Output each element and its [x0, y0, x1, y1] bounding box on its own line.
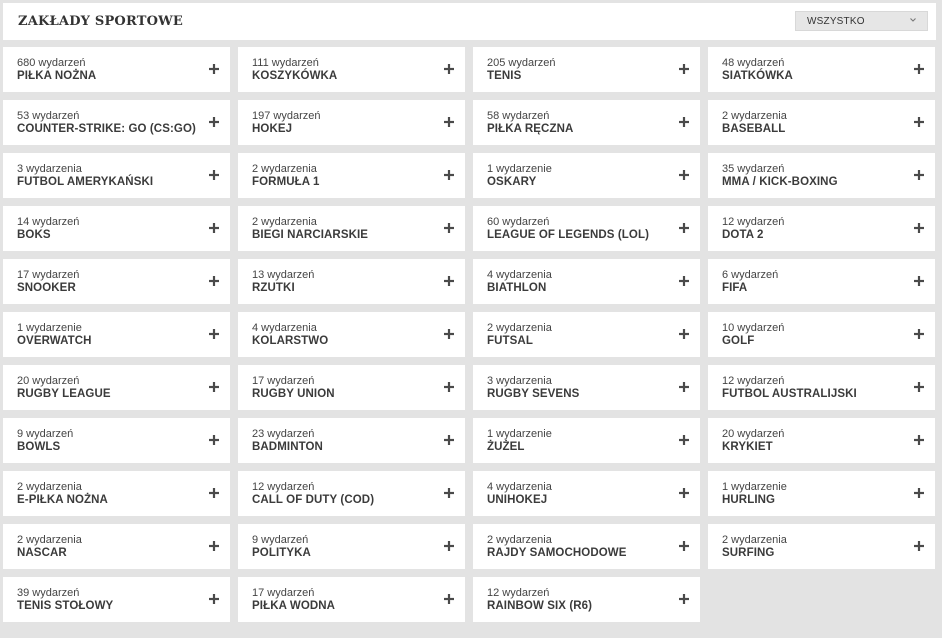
sport-name: TENIS STOŁOWY [17, 600, 114, 612]
plus-icon[interactable] [914, 170, 924, 180]
sport-card[interactable] [238, 206, 465, 251]
sport-event-count: 12 wydarzeń [722, 375, 785, 387]
sport-event-count: 1 wydarzenie [17, 322, 82, 334]
sport-card[interactable] [473, 312, 700, 357]
sport-event-count: 680 wydarzeń [17, 57, 86, 69]
plus-icon[interactable] [679, 382, 689, 392]
sport-card[interactable] [3, 312, 230, 357]
sport-event-count: 53 wydarzeń [17, 110, 80, 122]
sport-event-count: 14 wydarzeń [17, 216, 80, 228]
sport-card[interactable] [238, 418, 465, 463]
sport-name: PIŁKA WODNA [252, 600, 336, 612]
sport-card[interactable] [708, 100, 935, 145]
sport-name: BOKS [17, 229, 51, 241]
plus-icon[interactable] [444, 488, 454, 498]
sport-name: BASEBALL [722, 123, 786, 135]
sport-name: UNIHOKEJ [487, 494, 548, 506]
plus-icon[interactable] [679, 117, 689, 127]
sport-name: FUTBOL AUSTRALIJSKI [722, 388, 857, 400]
sport-name: FORMUŁA 1 [252, 176, 320, 188]
sport-card[interactable] [238, 365, 465, 410]
plus-icon[interactable] [679, 488, 689, 498]
sport-event-count: 12 wydarzeń [487, 587, 550, 599]
plus-icon[interactable] [679, 541, 689, 551]
sport-name: FUTSAL [487, 335, 533, 347]
sport-card[interactable] [3, 206, 230, 251]
sport-name: GOLF [722, 335, 755, 347]
sport-name: BOWLS [17, 441, 61, 453]
sport-name: CALL OF DUTY (COD) [252, 494, 375, 506]
plus-icon[interactable] [209, 382, 219, 392]
sport-name: NASCAR [17, 547, 67, 559]
sport-card[interactable] [238, 471, 465, 516]
sport-card[interactable] [473, 206, 700, 251]
sport-card[interactable] [708, 312, 935, 357]
filter-dropdown[interactable] [795, 11, 928, 31]
sport-event-count: 1 wydarzenie [722, 481, 787, 493]
sport-card[interactable] [708, 471, 935, 516]
sport-name: RAJDY SAMOCHODOWE [487, 547, 627, 559]
plus-icon[interactable] [444, 223, 454, 233]
sport-name: HURLING [722, 494, 776, 506]
sport-card[interactable] [473, 153, 700, 198]
sport-event-count: 12 wydarzeń [252, 481, 315, 493]
plus-icon[interactable] [679, 223, 689, 233]
sport-event-count: 2 wydarzenia [722, 110, 787, 122]
sport-card[interactable] [3, 365, 230, 410]
plus-icon[interactable] [444, 435, 454, 445]
plus-icon[interactable] [914, 64, 924, 74]
sport-event-count: 13 wydarzeń [252, 269, 315, 281]
sport-card[interactable] [708, 259, 935, 304]
sport-event-count: 4 wydarzenia [487, 481, 552, 493]
sport-event-count: 10 wydarzeń [722, 322, 785, 334]
sport-card[interactable] [3, 471, 230, 516]
sport-event-count: 17 wydarzeń [17, 269, 80, 281]
sport-name: BADMINTON [252, 441, 323, 453]
sport-name: KOLARSTWO [252, 335, 329, 347]
sport-event-count: 3 wydarzenia [487, 375, 552, 387]
sport-card[interactable] [708, 524, 935, 569]
sport-event-count: 2 wydarzenia [252, 216, 317, 228]
sport-card[interactable] [3, 577, 230, 622]
sport-card[interactable] [473, 577, 700, 622]
sport-event-count: 1 wydarzenie [487, 163, 552, 175]
sport-event-count: 9 wydarzeń [17, 428, 74, 440]
filter-selected-value: WSZYSTKO [807, 16, 865, 27]
sport-name: SIATKÓWKA [722, 70, 793, 82]
sport-card[interactable] [708, 47, 935, 92]
plus-icon[interactable] [209, 64, 219, 74]
plus-icon[interactable] [914, 223, 924, 233]
sport-event-count: 2 wydarzenia [17, 534, 82, 546]
sport-name: BIEGI NARCIARSKIE [252, 229, 369, 241]
sport-name: BIATHLON [487, 282, 547, 294]
plus-icon[interactable] [914, 276, 924, 286]
plus-icon[interactable] [914, 541, 924, 551]
sport-event-count: 35 wydarzeń [722, 163, 785, 175]
sport-event-count: 197 wydarzeń [252, 110, 321, 122]
plus-icon[interactable] [914, 488, 924, 498]
plus-icon[interactable] [679, 276, 689, 286]
sport-card[interactable] [238, 100, 465, 145]
plus-icon[interactable] [679, 329, 689, 339]
sport-event-count: 2 wydarzenia [487, 322, 552, 334]
sport-name: POLITYKA [252, 547, 311, 559]
sport-name: OSKARY [487, 176, 537, 188]
sport-card[interactable] [238, 153, 465, 198]
plus-icon[interactable] [444, 329, 454, 339]
sport-event-count: 20 wydarzeń [17, 375, 80, 387]
sport-event-count: 111 wydarzeń [252, 57, 319, 69]
sport-name: ŻUŻEL [487, 441, 525, 453]
sport-card[interactable] [238, 312, 465, 357]
plus-icon[interactable] [444, 170, 454, 180]
sport-name: RZUTKI [252, 282, 295, 294]
plus-icon[interactable] [444, 64, 454, 74]
sport-event-count: 48 wydarzeń [722, 57, 785, 69]
chevron-down-icon [908, 15, 918, 25]
sport-event-count: 4 wydarzenia [487, 269, 552, 281]
sport-card[interactable] [708, 153, 935, 198]
sport-event-count: 17 wydarzeń [252, 587, 315, 599]
sport-name: TENIS [487, 70, 522, 82]
plus-icon[interactable] [444, 541, 454, 551]
plus-icon[interactable] [209, 435, 219, 445]
plus-icon[interactable] [209, 117, 219, 127]
plus-icon[interactable] [679, 435, 689, 445]
sport-card[interactable] [238, 577, 465, 622]
sport-card[interactable] [473, 524, 700, 569]
sport-event-count: 20 wydarzeń [722, 428, 785, 440]
sport-name: SNOOKER [17, 282, 76, 294]
sport-card[interactable] [708, 206, 935, 251]
sport-event-count: 60 wydarzeń [487, 216, 550, 228]
sport-name: PIŁKA NOŻNA [17, 70, 97, 82]
sport-name: SURFING [722, 547, 775, 559]
sport-event-count: 1 wydarzenie [487, 428, 552, 440]
sport-card[interactable] [3, 153, 230, 198]
sport-event-count: 9 wydarzeń [252, 534, 309, 546]
sport-name: KOSZYKÓWKA [252, 70, 338, 82]
sport-name: RUGBY UNION [252, 388, 335, 400]
sport-event-count: 3 wydarzenia [17, 163, 82, 175]
plus-icon[interactable] [444, 117, 454, 127]
sport-event-count: 4 wydarzenia [252, 322, 317, 334]
plus-icon[interactable] [444, 276, 454, 286]
sport-event-count: 17 wydarzeń [252, 375, 315, 387]
sport-card[interactable] [238, 259, 465, 304]
sports-grid [3, 47, 935, 622]
sport-name: DOTA 2 [722, 229, 764, 241]
sport-card[interactable] [473, 100, 700, 145]
sport-card[interactable] [238, 47, 465, 92]
sport-event-count: 2 wydarzenia [17, 481, 82, 493]
plus-icon[interactable] [209, 488, 219, 498]
sport-name: FUTBOL AMERYKAŃSKI [17, 176, 154, 188]
sport-name: MMA / KICK-BOXING [722, 176, 838, 188]
sport-card[interactable] [3, 47, 230, 92]
plus-icon[interactable] [679, 64, 689, 74]
plus-icon[interactable] [679, 594, 689, 604]
plus-icon[interactable] [209, 276, 219, 286]
sport-name: HOKEJ [252, 123, 293, 135]
sport-card[interactable] [238, 524, 465, 569]
sport-event-count: 2 wydarzenia [487, 534, 552, 546]
plus-icon[interactable] [209, 541, 219, 551]
sport-card[interactable] [473, 471, 700, 516]
sport-name: PIŁKA RĘCZNA [487, 123, 574, 135]
plus-icon[interactable] [914, 329, 924, 339]
plus-icon[interactable] [209, 594, 219, 604]
sport-event-count: 2 wydarzenia [252, 163, 317, 175]
sport-name: COUNTER-STRIKE: GO (CS:GO) [17, 123, 196, 135]
sport-event-count: 205 wydarzeń [487, 57, 556, 69]
sport-name: RUGBY LEAGUE [17, 388, 111, 400]
sport-card[interactable] [3, 524, 230, 569]
sport-name: RAINBOW SIX (R6) [487, 600, 593, 612]
sport-card[interactable] [473, 418, 700, 463]
sport-card[interactable] [473, 365, 700, 410]
plus-icon[interactable] [679, 170, 689, 180]
sport-name: E-PIŁKA NOŻNA [17, 494, 108, 506]
sport-event-count: 23 wydarzeń [252, 428, 315, 440]
plus-icon[interactable] [444, 382, 454, 392]
plus-icon[interactable] [209, 223, 219, 233]
sport-event-count: 6 wydarzeń [722, 269, 779, 281]
sport-card[interactable] [3, 259, 230, 304]
sport-card[interactable] [473, 47, 700, 92]
plus-icon[interactable] [209, 329, 219, 339]
sport-event-count: 2 wydarzenia [722, 534, 787, 546]
plus-icon[interactable] [914, 382, 924, 392]
plus-icon[interactable] [914, 117, 924, 127]
sport-event-count: 58 wydarzeń [487, 110, 550, 122]
sport-name: LEAGUE OF LEGENDS (LOL) [487, 229, 650, 241]
sport-event-count: 12 wydarzeń [722, 216, 785, 228]
sport-event-count: 39 wydarzeń [17, 587, 80, 599]
sport-card[interactable] [473, 259, 700, 304]
sport-card[interactable] [3, 100, 230, 145]
sport-card[interactable] [3, 418, 230, 463]
sport-card[interactable] [708, 365, 935, 410]
sport-name: OVERWATCH [17, 335, 92, 347]
sport-name: RUGBY SEVENS [487, 388, 580, 400]
plus-icon[interactable] [444, 594, 454, 604]
sport-name: KRYKIET [722, 441, 773, 453]
page-title: ZAKŁADY SPORTOWE [18, 14, 184, 29]
sport-card[interactable] [708, 418, 935, 463]
sport-name: FIFA [722, 282, 748, 294]
plus-icon[interactable] [209, 170, 219, 180]
plus-icon[interactable] [914, 435, 924, 445]
sports-header [3, 3, 936, 40]
